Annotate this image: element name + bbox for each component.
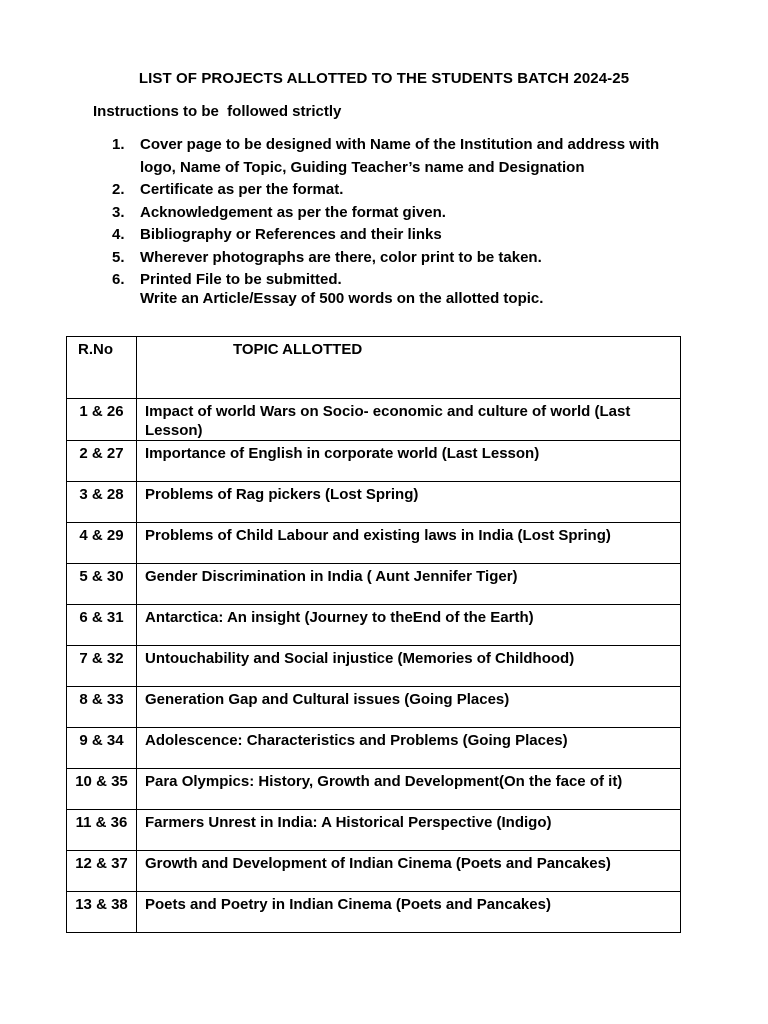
rno-text: 10 & 35 <box>75 773 128 790</box>
instruction-text: Certificate as per the format. <box>140 181 344 198</box>
instruction-item <box>112 202 672 225</box>
instruction-number: 3. <box>112 203 125 221</box>
topic-text: Growth and Development of Indian Cinema (Poets and Pancakes) <box>145 855 611 872</box>
table-row <box>67 523 681 564</box>
table-header-row <box>67 337 681 399</box>
rno-text: 1 & 26 <box>79 403 124 420</box>
cell-rno <box>67 482 137 523</box>
cell-topic <box>137 728 681 769</box>
cell-rno <box>67 687 137 728</box>
topic-text: Problems of Child Labour and existing laws in India (Lost Spring) <box>145 527 611 544</box>
cell-topic <box>137 564 681 605</box>
topic-text: Gender Discrimination in India ( Aunt Jennifer Tiger) <box>145 568 518 585</box>
cell-topic <box>137 646 681 687</box>
topics-table <box>66 336 681 933</box>
page-title: LIST OF PROJECTS ALLOTTED TO THE STUDENTS BATCH 2024-25 <box>138 70 630 87</box>
topic-text: Para Olympics: History, Growth and Development(On the face of it) <box>145 773 623 790</box>
table-row <box>67 728 681 769</box>
table-row <box>67 851 681 892</box>
cell-rno <box>67 769 137 810</box>
cell-rno <box>67 646 137 687</box>
cell-topic <box>137 851 681 892</box>
rno-text: 11 & 36 <box>75 814 128 831</box>
header-rno <box>67 337 137 399</box>
rno-text: 6 & 31 <box>79 609 124 626</box>
rno-text: 5 & 30 <box>79 568 124 585</box>
cell-rno <box>67 728 137 769</box>
table-row <box>67 892 681 933</box>
instructions-heading: Instructions to be followed strictly <box>93 103 342 120</box>
table-row <box>67 687 681 728</box>
cell-topic <box>137 769 681 810</box>
topic-text: Adolescence: Characteristics and Problems (Going Places) <box>145 732 568 749</box>
cell-rno <box>67 399 137 441</box>
cell-topic <box>137 605 681 646</box>
header-rno-label: R.No <box>78 341 113 358</box>
cell-topic <box>137 523 681 564</box>
instruction-item <box>112 224 672 247</box>
cell-topic <box>137 441 681 482</box>
instruction-number: 1. <box>112 136 125 153</box>
table-row <box>67 605 681 646</box>
instruction-item <box>112 134 672 179</box>
table-row <box>67 482 681 523</box>
cell-rno <box>67 810 137 851</box>
instruction-text: Printed File to be submitted. <box>140 271 342 288</box>
rno-text: 3 & 28 <box>79 486 124 503</box>
topic-text: Impact of world Wars on Socio- economic and culture of world (Last Lesson) <box>145 403 631 439</box>
table-row <box>67 646 681 687</box>
topic-text: Poets and Poetry in Indian Cinema (Poets and Pancakes) <box>145 896 551 913</box>
instruction-item <box>112 269 672 292</box>
instruction-number: 2. <box>112 181 125 198</box>
topic-text: Importance of English in corporate world (Last Lesson) <box>145 445 540 462</box>
cell-topic <box>137 810 681 851</box>
instructions-extra-note: Write an Article/Essay of 500 words on the allotted topic. <box>140 290 544 307</box>
cell-topic <box>137 399 681 441</box>
topic-text: Untouchability and Social injustice (Memories of Childhood) <box>145 650 575 667</box>
topic-text: Antarctica: An insight (Journey to theEnd of the Earth) <box>145 609 534 626</box>
table-row <box>67 441 681 482</box>
cell-rno <box>67 851 137 892</box>
instruction-text: Cover page to be designed with Name of the Institution and address with logo, Name of Topic, Guiding Teacher’s name and Designation <box>140 136 660 176</box>
instruction-text: Bibliography or References and their links <box>140 226 442 243</box>
table-row <box>67 769 681 810</box>
cell-topic <box>137 687 681 728</box>
topic-text: Farmers Unrest in India: A Historical Perspective (Indigo) <box>145 814 552 831</box>
topic-text: Problems of Rag pickers (Lost Spring) <box>145 486 419 503</box>
topic-text: Generation Gap and Cultural issues (Going Places) <box>145 691 510 708</box>
cell-rno <box>67 892 137 933</box>
cell-topic <box>137 482 681 523</box>
table-row <box>67 399 681 441</box>
instruction-number: 6. <box>112 271 125 288</box>
cell-rno <box>67 564 137 605</box>
rno-text: 9 & 34 <box>79 732 124 749</box>
rno-text: 7 & 32 <box>79 650 124 667</box>
header-topic <box>137 337 681 399</box>
instruction-item <box>112 247 672 270</box>
table-row <box>67 810 681 851</box>
instructions-list <box>112 134 672 292</box>
table-row <box>67 564 681 605</box>
instruction-text: Wherever photographs are there, color print to be taken. <box>140 248 542 266</box>
cell-rno <box>67 605 137 646</box>
rno-text: 4 & 29 <box>79 527 124 544</box>
cell-rno <box>67 523 137 564</box>
instruction-item <box>112 179 672 202</box>
instruction-text: Acknowledgement as per the format given. <box>140 203 446 221</box>
rno-text: 13 & 38 <box>75 896 128 913</box>
rno-text: 12 & 37 <box>75 855 128 872</box>
rno-text: 2 & 27 <box>79 445 124 462</box>
rno-text: 8 & 33 <box>79 691 124 708</box>
cell-topic <box>137 892 681 933</box>
instruction-number: 5. <box>112 248 125 266</box>
header-topic-label: TOPIC ALLOTTED <box>233 341 363 358</box>
cell-rno <box>67 441 137 482</box>
instruction-number: 4. <box>112 226 125 243</box>
